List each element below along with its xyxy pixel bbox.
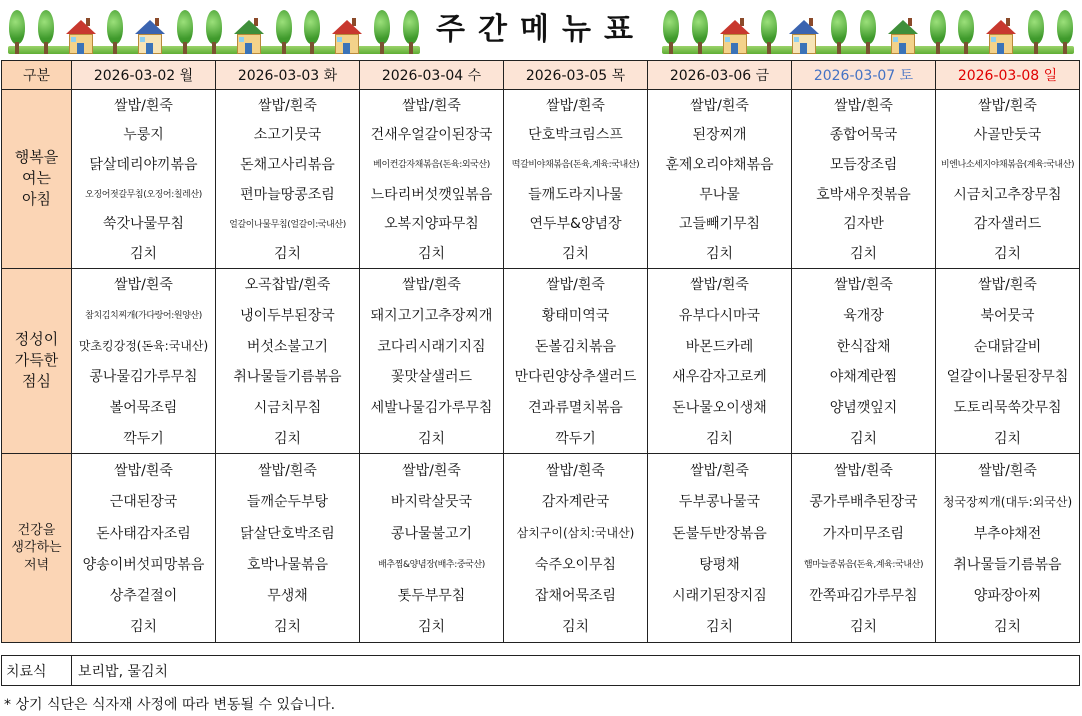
menu-item: 취나물들기름볶음 (953, 556, 1062, 573)
menu-item: 김치 (561, 245, 590, 262)
menu-cell (504, 90, 648, 269)
meal-label-line: 여는 (22, 169, 51, 188)
meal-label-line: 점심 (22, 372, 51, 391)
menu-item: 가자미무조림 (822, 525, 905, 542)
menu-cell (936, 268, 1080, 454)
house-icon (986, 14, 1016, 54)
menu-item: 한식잡채 (836, 338, 891, 355)
menu-item: 육개장 (843, 307, 884, 324)
tree-icon (303, 10, 321, 54)
menu-item: 비엔나소세지야채볶음(계육:국내산) (940, 160, 1075, 171)
menu-item: 순대닭갈비 (973, 338, 1042, 355)
menu-item: 오징어젓갈무침(오징어:칠레산) (85, 190, 202, 201)
menu-item: 탕평채 (699, 556, 740, 573)
tree-icon (760, 10, 778, 54)
menu-item: 느타리버섯깻잎볶음 (370, 186, 493, 203)
menu-item: 연두부&양념장 (529, 216, 622, 233)
menu-item: 시금치무침 (253, 400, 322, 417)
menu-item: 바지락살뭇국 (390, 494, 473, 511)
menu-item: 냉이두부된장국 (240, 307, 335, 324)
menu-item: 바몬드카레 (685, 338, 754, 355)
menu-item: 쌀밥/흰죽 (402, 97, 461, 114)
menu-item: 북어뭇국 (980, 307, 1035, 324)
menu-item: 김치 (273, 619, 302, 636)
menu-item: 쌀밥/흰죽 (834, 462, 893, 479)
tree-icon (1056, 10, 1074, 54)
menu-item: 쌀밥/흰죽 (978, 462, 1037, 479)
tree-icon (37, 10, 55, 54)
menu-item: 떡갈비야채볶음(돈육,계육:국내산) (511, 160, 640, 171)
menu-item: 쌀밥/흰죽 (114, 97, 173, 114)
menu-item: 쌀밥/흰죽 (546, 276, 605, 293)
menu-item: 시래기된장지짐 (672, 588, 767, 605)
menu-item: 깐쪽파김가루무침 (809, 588, 918, 605)
menu-cell (216, 454, 360, 643)
menu-cell (360, 90, 504, 269)
menu-item: 참치김치찌개(가다랑어:원양산) (85, 311, 202, 322)
menu-item: 두부콩나물국 (678, 494, 761, 511)
menu-cell (216, 90, 360, 269)
day-header-mon: 2026-03-02 월 (72, 61, 216, 90)
menu-item: 사골만둣국 (973, 127, 1042, 144)
menu-item: 된장찌개 (692, 127, 747, 144)
menu-item: 누룽지 (123, 127, 164, 144)
day-header-sun: 2026-03-08 일 (936, 61, 1080, 90)
menu-cell (216, 268, 360, 454)
header-label: 구분 (2, 61, 72, 90)
menu-cell (792, 454, 936, 643)
tree-icon (402, 10, 420, 54)
tree-icon (929, 10, 947, 54)
menu-item: 김치 (273, 430, 302, 447)
tree-icon (957, 10, 975, 54)
menu-item: 깍두기 (123, 430, 164, 447)
day-header-fri: 2026-03-06 금 (648, 61, 792, 90)
menu-item: 콩나물불고기 (390, 525, 473, 542)
menu-item: 숙주오이무침 (534, 556, 617, 573)
menu-item: 시금치고추장무침 (953, 186, 1062, 203)
menu-item: 부추야채전 (973, 525, 1042, 542)
meal-label-line: 가득한 (14, 351, 59, 370)
tree-icon (373, 10, 391, 54)
tree-icon (1027, 10, 1045, 54)
menu-item: 김치 (993, 245, 1022, 262)
menu-item: 쌀밥/흰죽 (402, 276, 461, 293)
menu-cell (504, 454, 648, 643)
menu-item: 얼갈이나물무침(얼갈이:국내산) (229, 219, 346, 230)
menu-item: 오곡찹밥/흰죽 (244, 276, 331, 293)
tree-icon (275, 10, 293, 54)
menu-item: 김치 (993, 430, 1022, 447)
menu-item: 쌀밥/흰죽 (834, 276, 893, 293)
menu-cell (72, 90, 216, 269)
menu-cell (792, 268, 936, 454)
menu-item: 톳두부무침 (397, 588, 466, 605)
menu-item: 콩가루배추된장국 (809, 494, 918, 511)
meal-row-lunch (2, 268, 1080, 454)
day-header-wed: 2026-03-04 수 (360, 61, 504, 90)
day-header-sat: 2026-03-07 토 (792, 61, 936, 90)
menu-item: 코다리시래기지짐 (377, 338, 486, 355)
tree-icon (662, 10, 680, 54)
menu-item: 꽃맛살샐러드 (390, 369, 473, 386)
house-icon (234, 14, 264, 54)
menu-item: 쌀밥/흰죽 (546, 97, 605, 114)
menu-item: 삼치구이(삼치:국내산) (516, 526, 635, 541)
menu-item: 건새우얼갈이된장국 (370, 127, 493, 144)
menu-item: 양념깻잎지 (829, 400, 898, 417)
menu-item: 김치 (849, 430, 878, 447)
menu-item: 김치 (417, 619, 446, 636)
menu-cell (360, 268, 504, 454)
house-icon (789, 14, 819, 54)
menu-item: 김자반 (843, 216, 884, 233)
therapy-diet-table (1, 655, 1080, 686)
menu-item: 양파장아찌 (973, 588, 1042, 605)
menu-item: 황태미역국 (541, 307, 610, 324)
therapy-label: 치료식 (2, 656, 72, 686)
day-header-thu: 2026-03-05 목 (504, 61, 648, 90)
menu-item: 편마늘땅콩조림 (240, 186, 335, 203)
menu-item: 베이컨감자채볶음(돈육:외국산) (373, 160, 490, 171)
menu-cell (504, 268, 648, 454)
menu-item: 닭살단호박조림 (240, 525, 335, 542)
menu-item: 쌀밥/흰죽 (978, 97, 1037, 114)
menu-item: 쌀밥/흰죽 (114, 276, 173, 293)
tree-icon (205, 10, 223, 54)
house-icon (135, 14, 165, 54)
house-icon (66, 14, 96, 54)
menu-item: 도토리묵쑥갓무침 (953, 400, 1062, 417)
menu-item: 콩나물김가루무침 (89, 369, 198, 386)
village-decoration-left (8, 0, 420, 54)
menu-item: 배추찜&양념장(배추:중국산) (378, 560, 485, 571)
menu-cell (648, 268, 792, 454)
menu-item: 김치 (849, 245, 878, 262)
menu-item: 상추겉절이 (109, 588, 178, 605)
menu-item: 볼어묵조림 (109, 400, 178, 417)
meal-label-line: 저녁 (23, 558, 50, 573)
menu-item: 쌀밥/흰죽 (690, 276, 749, 293)
menu-item: 야채계란찜 (829, 369, 898, 386)
meal-label-line: 정성이 (14, 330, 59, 349)
menu-item: 버섯소불고기 (246, 338, 329, 355)
menu-item: 쌀밥/흰죽 (258, 462, 317, 479)
menu-item: 훈제오리야채볶음 (665, 156, 774, 173)
menu-item: 들깨순두부탕 (246, 494, 329, 511)
meal-label (2, 268, 72, 454)
menu-item: 모듬장조림 (829, 156, 898, 173)
menu-item: 김치 (705, 245, 734, 262)
menu-cell (648, 90, 792, 269)
menu-item: 김치 (417, 245, 446, 262)
menu-item: 잡채어묵조림 (534, 588, 617, 605)
menu-cell (936, 90, 1080, 269)
menu-item: 김치 (417, 430, 446, 447)
menu-item: 쌀밥/흰죽 (402, 462, 461, 479)
menu-item: 돈나물오이생채 (672, 400, 767, 417)
menu-item: 김치 (129, 619, 158, 636)
tree-icon (176, 10, 194, 54)
menu-item: 돈볼김치볶음 (534, 338, 617, 355)
menu-item: 쌀밥/흰죽 (978, 276, 1037, 293)
menu-item: 오복지양파무침 (384, 216, 479, 233)
menu-item: 깍두기 (555, 430, 596, 447)
house-icon (332, 14, 362, 54)
menu-item: 맛초킹강정(돈육:국내산) (78, 339, 209, 354)
menu-item: 햄마늘종볶음(돈육,계육:국내산) (803, 560, 924, 571)
menu-item: 근대된장국 (109, 494, 178, 511)
menu-item: 호박나물볶음 (246, 556, 329, 573)
menu-item: 세발나물김가루무침 (370, 400, 493, 417)
menu-cell (360, 454, 504, 643)
menu-cell (792, 90, 936, 269)
menu-item: 쌀밥/흰죽 (834, 97, 893, 114)
menu-item: 김치 (273, 245, 302, 262)
footnote: * 상기 식단은 식자재 사정에 따라 변동될 수 있습니다. (4, 697, 336, 713)
menu-item: 김치 (849, 619, 878, 636)
meal-label (2, 90, 72, 269)
house-icon (720, 14, 750, 54)
menu-cell (72, 454, 216, 643)
menu-item: 양송이버섯피망볶음 (82, 556, 205, 573)
menu-item: 단호박크림스프 (528, 127, 623, 144)
menu-item: 쌀밥/흰죽 (114, 462, 173, 479)
menu-item: 새우감자고로케 (672, 369, 767, 386)
meal-label-line: 건강을 (17, 522, 56, 538)
menu-item: 쌀밥/흰죽 (690, 97, 749, 114)
menu-item: 감자계란국 (541, 494, 610, 511)
menu-item: 김치 (561, 619, 590, 636)
menu-item: 견과류멸치볶음 (528, 400, 623, 417)
meal-label-line: 행복을 (14, 148, 59, 167)
menu-item: 무나물 (699, 186, 740, 203)
menu-item: 돈불두반장볶음 (672, 525, 767, 542)
meal-label-line: 생각하는 (11, 540, 62, 556)
tree-icon (8, 10, 26, 54)
menu-item: 청국장찌개(대두:외국산) (942, 494, 1073, 509)
house-icon (888, 14, 918, 54)
tree-icon (859, 10, 877, 54)
menu-item: 만다린양상추샐러드 (514, 369, 637, 386)
page-title: 주간메뉴표 (436, 12, 646, 47)
banner (0, 0, 1082, 58)
menu-cell (936, 454, 1080, 643)
menu-item: 쌀밥/흰죽 (690, 462, 749, 479)
menu-item: 김치 (129, 245, 158, 262)
menu-item: 호박새우젓볶음 (816, 186, 911, 203)
menu-item: 돼지고기고추장찌개 (370, 307, 493, 324)
menu-item: 쑥갓나물무침 (102, 216, 185, 233)
menu-item: 쌀밥/흰죽 (258, 97, 317, 114)
menu-item: 소고기뭇국 (253, 127, 322, 144)
menu-item: 김치 (705, 619, 734, 636)
menu-item: 취나물들기름볶음 (233, 369, 342, 386)
menu-item: 김치 (993, 619, 1022, 636)
meal-label (2, 454, 72, 643)
tree-icon (106, 10, 124, 54)
menu-cell (648, 454, 792, 643)
therapy-row (2, 656, 1080, 686)
weekly-menu-table (1, 60, 1080, 643)
menu-item: 들깨도라지나물 (528, 186, 623, 203)
meal-row-breakfast (2, 90, 1080, 269)
therapy-value: 보리밥, 물김치 (72, 656, 1080, 686)
menu-cell (72, 268, 216, 454)
village-decoration-right (662, 0, 1074, 54)
menu-item: 김치 (705, 430, 734, 447)
menu-item: 종합어묵국 (829, 127, 898, 144)
menu-item: 돈채고사리볶음 (240, 156, 335, 173)
menu-item: 감자샐러드 (973, 216, 1042, 233)
header-row (2, 61, 1080, 90)
menu-item: 돈사태감자조림 (96, 525, 191, 542)
tree-icon (830, 10, 848, 54)
menu-item: 무생채 (267, 588, 308, 605)
tree-icon (691, 10, 709, 54)
menu-item: 유부다시마국 (678, 307, 761, 324)
menu-item: 닭살데리야끼볶음 (89, 156, 198, 173)
meal-label-line: 아침 (22, 190, 51, 209)
meal-row-dinner (2, 454, 1080, 643)
menu-item: 쌀밥/흰죽 (546, 462, 605, 479)
menu-item: 고들빼기무침 (678, 216, 761, 233)
day-header-tue: 2026-03-03 화 (216, 61, 360, 90)
menu-item: 얼갈이나물된장무침 (946, 369, 1069, 386)
